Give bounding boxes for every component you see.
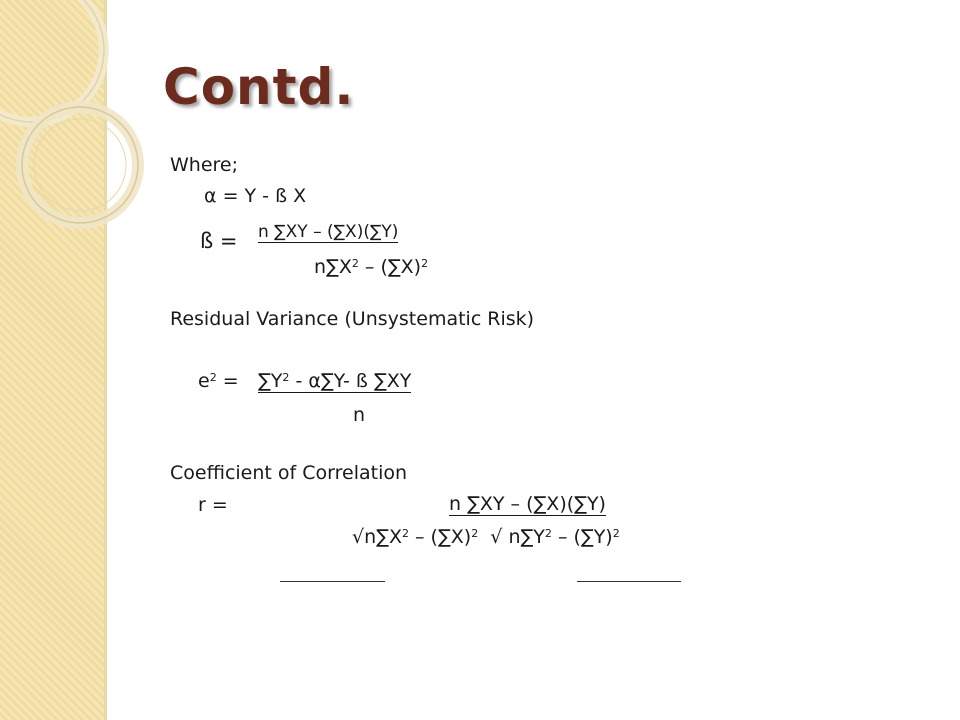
r-lhs: r = — [198, 494, 228, 516]
r-numerator: n ∑XY – (∑X)(∑Y) — [449, 493, 606, 515]
divider-rule-right — [577, 581, 681, 582]
beta-numerator: n ∑XY – (∑X)(∑Y) — [258, 222, 399, 242]
r-denominator: $√n\sum X^2 - (\sum X)^2$ √ $n\sum Y^2 - (\sum Y)^2$ — [352, 526, 620, 548]
residual-variance-heading: Residual Variance (Unsystematic Risk) — [170, 308, 535, 330]
beta-denominator: $n\sum X^2 - (\sum X)^2$ — [314, 256, 429, 278]
e2-numerator: $\sum Y^2 - \alpha\sum Y-$ ß ∑XY — [258, 370, 412, 392]
decorative-rings — [0, 0, 200, 270]
divider-rule-left — [280, 581, 385, 582]
correlation-heading: Coefficient of Correlation — [170, 462, 408, 484]
where-label: Where; — [170, 154, 239, 176]
alpha-equation: α = Y - ß X — [204, 185, 307, 207]
slide-title: Contd. — [163, 58, 355, 116]
e2-denominator: n — [353, 404, 366, 426]
beta-label: ß = — [200, 229, 238, 253]
e2-lhs: $e^2$ = — [198, 370, 239, 392]
